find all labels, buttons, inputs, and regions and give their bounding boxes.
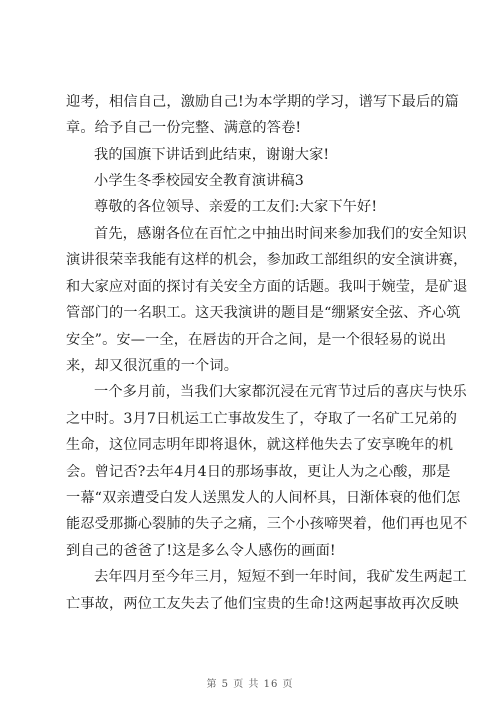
paragraph-line: 会。曾记否?去年4月4日的那场事故，更让人为之心酸，那是 [66, 464, 451, 480]
paragraph-line: 一幕“双亲遭受白发人送黑发人的人间杯具，日渐体衰的他们怎 [66, 490, 461, 506]
page-number-footer: 第 5 页 共 16 页 [206, 679, 294, 690]
paragraph-line: 到自己的爸爸了!这是多么令人感伤的画面! [66, 543, 336, 559]
salutation: 尊敬的各位领导、亲爱的工友们:大家下午好! [94, 199, 378, 215]
paragraph-line: 亡事故，两位工友失去了他们宝贵的生命!这两起事故再次反映 [66, 596, 459, 612]
paragraph-line: 和大家应对面的探讨有关安全方面的话题。我叫于婉莹，是矿退 [66, 279, 468, 295]
text-line: 章。给予自己一份完整、满意的答卷! [66, 120, 302, 136]
text-line: 迎考，相信自己，激励自己!为本学期的学习，谱写下最后的篇 [66, 94, 459, 110]
paragraph-line: 安全”。安—一全，在唇齿的开合之间，是一个很轻易的说出 [66, 332, 447, 348]
paragraph-line: 之中时。3月7日机运工亡事故发生了，夺取了一名矿工兄弟的 [66, 411, 458, 427]
section-title: 小学生冬季校园安全教育演讲稿3 [94, 173, 304, 189]
paragraph-line: 去年四月至今年三月，短短不到一年时间，我矿发生两起工 [94, 569, 467, 585]
paragraph-line: 管部门的一名职工。这天我演讲的题目是“绷紧安全弦、齐心筑 [66, 305, 461, 321]
paragraph-line: 来，却又很沉重的一个词。 [66, 358, 239, 374]
paragraph-line: 一个多月前，当我们大家都沉浸在元宵节过后的喜庆与快乐 [94, 384, 467, 400]
paragraph-line: 演讲很荣幸我能有这样的机会，参加政工部组织的安全演讲赛， [66, 252, 468, 268]
closing-line: 我的国旗下讲话到此结束，谢谢大家! [94, 147, 330, 163]
paragraph-line: 首先，感谢各位在百忙之中抽出时间来参加我们的安全知识 [94, 226, 467, 242]
paragraph-line: 生命，这位同志明年即将退休，就这样他失去了安享晚年的机 [66, 437, 454, 453]
paragraph-line: 能忍受那撕心裂肺的失子之痛，三个小孩啼哭着，他们再也见不 [66, 516, 468, 532]
